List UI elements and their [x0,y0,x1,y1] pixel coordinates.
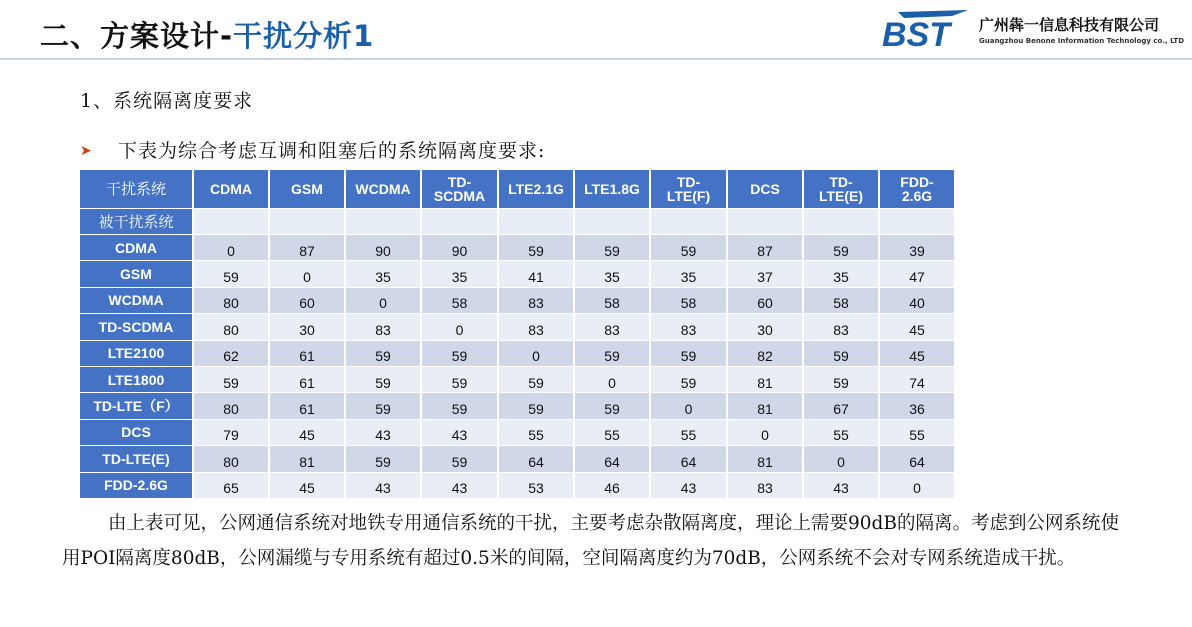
table-cell: 60 [728,288,802,313]
table-cell: 59 [422,367,497,392]
logo-text: BST [882,16,950,52]
table-cell [270,209,344,234]
table-cell: 81 [728,446,802,471]
table-cell: 59 [651,235,726,260]
row-header: WCDMA [80,288,192,313]
table-cell [346,209,420,234]
column-header [346,170,420,208]
column-header [575,170,649,208]
table-cell: 39 [880,235,954,260]
slide-header [0,0,1192,62]
column-header-line1: CDMA [210,181,252,197]
column-header [270,170,344,208]
table-cell: 59 [422,446,497,471]
column-header [422,170,497,208]
table-cell: 59 [651,341,726,366]
logo-mark-icon [880,6,972,52]
table-cell: 83 [575,314,649,339]
table-cell: 60 [270,288,344,313]
table-cell: 82 [728,341,802,366]
table-cell: 61 [270,341,344,366]
table-cell: 41 [499,261,573,286]
table-row [80,473,954,498]
table-cell: 59 [422,341,497,366]
table-cell: 80 [194,314,268,339]
table-cell: 36 [880,393,954,418]
isolation-table [78,169,956,499]
table-cell: 0 [651,393,726,418]
table-cell: 59 [804,235,878,260]
column-header-line2: LTE(E) [818,188,864,204]
table-cell: 55 [651,420,726,445]
table-cell: 59 [422,393,497,418]
table-cell: 74 [880,367,954,392]
column-header-line1: TD- [829,174,853,190]
column-header [651,170,726,208]
table-cell [575,209,649,234]
table-cell: 58 [804,288,878,313]
row-header: CDMA [80,235,192,260]
row-header: TD-LTE(E) [80,446,192,471]
table-cell: 83 [728,473,802,498]
table-cell: 35 [575,261,649,286]
row-header: LTE1800 [80,367,192,392]
column-header-corner: 干扰系统 [80,170,192,208]
column-header [499,170,573,208]
table-cell: 58 [575,288,649,313]
table-row [80,261,954,286]
table-cell: 58 [651,288,726,313]
table-cell: 90 [422,235,497,260]
table-cell: 64 [575,446,649,471]
table-cell: 43 [422,473,497,498]
table-cell: 53 [499,473,573,498]
table-cell [728,209,802,234]
row-header: TD-LTE（F） [80,393,192,418]
table-cell: 81 [728,393,802,418]
table-cell: 59 [804,341,878,366]
table-cell [499,209,573,234]
table-cell: 55 [880,420,954,445]
table-cell: 61 [270,393,344,418]
table-cell: 81 [270,446,344,471]
title-highlight: 干扰分析1 [233,19,375,53]
table-cell: 0 [194,235,268,260]
section-subtitle: 1、系统隔离度要求 [80,90,254,112]
table-cell: 79 [194,420,268,445]
table-row [80,314,954,339]
column-header [804,170,878,208]
table-cell: 0 [346,288,420,313]
table-cell: 67 [804,393,878,418]
table-row [80,367,954,392]
table-cell: 59 [346,367,420,392]
table-cell: 59 [346,341,420,366]
table-cell: 47 [880,261,954,286]
table-cell: 83 [499,314,573,339]
table-cell: 30 [270,314,344,339]
column-header-line1: GSM [291,181,323,197]
table-cell: 0 [728,420,802,445]
column-header-line1: FDD- [900,174,934,190]
table-cell: 81 [728,367,802,392]
company-name-cn: 广州犇一信息科技有限公司 [979,16,1160,34]
table-cell: 35 [804,261,878,286]
conclusion-paragraph: 由上表可见，公网通信系统对地铁专用通信系统的干扰，主要考虑杂散隔离度，理论上需要90dB的隔离。考虑到公网系统使用POI隔离度80dB，公网漏缆与专用系统有超过0.5米的间隔，空间隔离度约为70dB，公网系统不会对专网系统造成干扰。 [62,513,1119,569]
table-cell: 0 [422,314,497,339]
table-cell: 59 [651,367,726,392]
table-cell: 83 [499,288,573,313]
table-cell: 59 [575,235,649,260]
table-cell: 83 [346,314,420,339]
table-cell: 64 [499,446,573,471]
table-cell: 83 [651,314,726,339]
row-header: LTE2100 [80,341,192,366]
table-cell: 35 [422,261,497,286]
column-header-line2: LTE(F) [666,188,711,204]
table-cell: 62 [194,341,268,366]
table-header-row [80,170,954,208]
table-cell: 55 [804,420,878,445]
table-cell: 0 [270,261,344,286]
column-header-line1: TD- [447,174,472,190]
title-prefix: 二、方案设计- [40,19,234,53]
table-cell [194,209,268,234]
column-header-line1: WCDMA [355,181,411,197]
table-cell [880,209,954,234]
table-cell: 83 [804,314,878,339]
table-cell: 0 [804,446,878,471]
intro-text: 下表为综合考虑互调和阻塞后的系统隔离度要求: [118,140,546,162]
table-row [80,341,954,366]
table-cell: 55 [499,420,573,445]
table-cell: 30 [728,314,802,339]
table-cell: 90 [346,235,420,260]
intro-line [80,136,545,163]
column-header-line1: TD- [676,174,701,190]
table-cell: 87 [270,235,344,260]
table-cell: 46 [575,473,649,498]
table-cell: 0 [575,367,649,392]
table-cell: 35 [651,261,726,286]
table-cell: 43 [804,473,878,498]
row-header: GSM [80,261,192,286]
table-row [80,446,954,471]
table-cell: 64 [651,446,726,471]
table-cell [804,209,878,234]
table-axis-row [80,209,954,234]
column-header-line2: 2.6G [901,188,933,204]
column-header-line1: LTE1.8G [584,181,640,197]
table-cell: 35 [346,261,420,286]
column-header-line2: SCDMA [433,188,486,204]
table-cell: 80 [194,288,268,313]
table-cell: 0 [880,473,954,498]
table-cell: 37 [728,261,802,286]
table-row [80,288,954,313]
table-cell: 59 [575,341,649,366]
table-row [80,420,954,445]
table-cell: 59 [346,446,420,471]
table-cell: 59 [346,393,420,418]
table-cell: 43 [651,473,726,498]
table-row [80,393,954,418]
table-cell: 59 [499,393,573,418]
table-cell: 64 [880,446,954,471]
table-cell: 45 [880,341,954,366]
table-cell: 43 [346,420,420,445]
column-header [194,170,268,208]
table-cell: 58 [422,288,497,313]
row-header: TD-SCDMA [80,314,192,339]
table-cell: 59 [499,367,573,392]
table-cell: 40 [880,288,954,313]
column-header [880,170,954,208]
table-cell: 59 [194,261,268,286]
slide-title [40,14,374,55]
table-cell: 0 [499,341,573,366]
table-cell: 45 [270,420,344,445]
table-cell: 87 [728,235,802,260]
company-logo [880,6,1192,52]
table-cell: 59 [804,367,878,392]
table-cell: 45 [270,473,344,498]
arrow-right-icon: ➤ [80,143,93,159]
column-header [728,170,802,208]
table-cell: 65 [194,473,268,498]
table-cell: 55 [575,420,649,445]
table-cell: 43 [346,473,420,498]
table-cell [651,209,726,234]
table-cell: 45 [880,314,954,339]
table-cell: 43 [422,420,497,445]
row-header: FDD-2.6G [80,473,192,498]
company-name-en: Guangzhou Benone Information Technology co., LTD [979,37,1185,45]
header-divider [0,58,1192,60]
table-row [80,235,954,260]
table-cell: 59 [194,367,268,392]
table-cell: 59 [499,235,573,260]
table-cell: 59 [575,393,649,418]
table-cell [422,209,497,234]
row-axis-label: 被干扰系统 [80,209,192,234]
column-header-line1: DCS [750,181,780,197]
column-header-line1: LTE2.1G [508,181,564,197]
table-cell: 80 [194,446,268,471]
row-header: DCS [80,420,192,445]
table-cell: 80 [194,393,268,418]
table-cell: 61 [270,367,344,392]
